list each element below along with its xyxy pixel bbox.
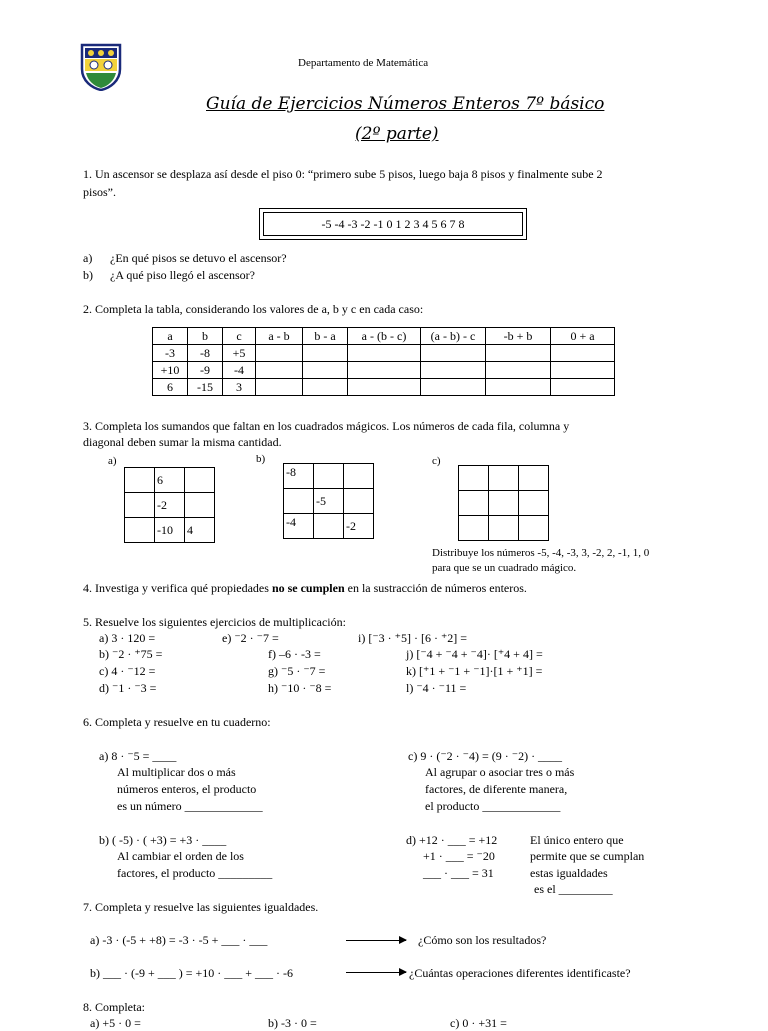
q6-a-line1: a) 8 · ⁻5 = ____ [99,749,177,763]
table-answer-cell[interactable] [256,345,303,362]
q5-item-k: k) [⁺1 + ⁻1 + ⁻1]·[1 + ⁺1] = [406,664,543,678]
grid-cell[interactable]: -2 [155,493,185,518]
q7-a-equation: a) -3 · (-5 + +8) = -3 · -5 + ___ · ___ [90,933,268,947]
grid-cell[interactable] [314,514,344,539]
table-cell: -3 [153,345,188,362]
q8-text: 8. Completa: [83,1000,145,1014]
table-header: a [153,328,188,345]
q6-a-line4: es un número _____________ [117,799,263,813]
table-header: c [223,328,256,345]
q4-text-post: en la sustracción de números enteros. [344,581,527,595]
table-answer-cell[interactable] [348,379,421,396]
grid-cell[interactable] [344,464,374,489]
table-row [153,379,615,396]
q5-item-a: a) 3 · 120 = [99,631,156,645]
grid-cell[interactable] [125,493,155,518]
table-row [153,345,615,362]
q6-b-line2: Al cambiar el orden de los [117,849,244,863]
q3-text-line2: diagonal deben sumar la misma cantidad. [83,435,282,449]
table-answer-cell[interactable] [303,362,348,379]
page-subtitle: (2º parte) [355,124,439,144]
table-answer-cell[interactable] [303,379,348,396]
q2-text: 2. Completa la tabla, considerando los valores de a, b y c en cada caso: [83,302,424,316]
q8-item-a: a) +5 · 0 = [90,1016,141,1030]
q6-d-line2: +1 · ___ = ⁻20 [423,849,495,863]
q6-b-line3: factores, el producto _________ [117,866,273,880]
q1-text-line1: 1. Un ascensor se desplaza así desde el piso 0: “primero sube 5 pisos, luego baja 8 pisos y finalmente sube 2 [83,167,603,181]
table-answer-cell[interactable] [348,362,421,379]
table-header: b - a [303,328,348,345]
grid-cell[interactable] [519,491,549,516]
table-cell: +10 [153,362,188,379]
table-cell: -15 [188,379,223,396]
page-title: Guía de Ejercicios Números Enteros 7º básico [206,94,605,114]
table-answer-cell[interactable] [421,345,486,362]
table-answer-cell[interactable] [303,345,348,362]
grid-cell[interactable] [459,491,489,516]
q1-text-line2: pisos”. [83,185,116,199]
grid-cell[interactable]: -8 [284,464,314,489]
q1-b-question: ¿A qué piso llegó el ascensor? [110,268,255,282]
table-answer-cell[interactable] [551,345,615,362]
q5-item-f: f) –6 · -3 = [268,647,321,661]
table-answer-cell[interactable] [551,379,615,396]
q4-text-bold: no se cumplen [271,581,345,595]
grid-cell[interactable] [314,464,344,489]
grid-cell[interactable]: -10 [155,518,185,543]
q5-item-c: c) 4 · ⁻12 = [99,664,156,678]
grid-cell[interactable] [125,468,155,493]
magic-square-c-note-line2: para que se un cuadrado mágico. [432,562,577,574]
q5-item-i: i) [⁻3 · ⁺5] · [6 · ⁺2] = [358,631,468,645]
q6-d-line3: ___ · ___ = 31 [423,866,494,880]
table-header: a - (b - c) [348,328,421,345]
q3-text-line1: 3. Completa los sumandos que faltan en los cuadrados mágicos. Los números de cada fila, columna y [83,419,570,433]
q6-c-line3: factores, de diferente manera, [425,782,568,796]
table-answer-cell[interactable] [421,362,486,379]
grid-cell[interactable]: 4 [185,518,215,543]
q5-text: 5. Resuelve los siguientes ejercicios de multiplicación: [83,615,346,629]
values-table [152,327,615,396]
q6-d-line1: d) +12 · ___ = +12 [406,833,498,847]
arrow-right-icon [346,972,406,973]
department-label: Departamento de Matemática [298,57,429,69]
table-header: -b + b [486,328,551,345]
q4-text [83,580,527,596]
q6-b-line1: b) ( -5) · ( +3) = +3 · ____ [99,833,227,847]
grid-cell[interactable] [489,466,519,491]
grid-cell[interactable] [344,489,374,514]
grid-cell[interactable] [459,466,489,491]
table-answer-cell[interactable] [486,379,551,396]
q6-d-note-line3: estas igualdades [530,866,608,880]
magic-square-c-note-line1: Distribuye los números -5, -4, -3, 3, -2, 2, -1, 1, 0 [432,547,650,559]
grid-cell[interactable] [519,466,549,491]
table-header: 0 + a [551,328,615,345]
q7-b-question: ¿Cuántas operaciones diferentes identificaste? [409,966,631,980]
q5-item-g: g) ⁻5 · ⁻7 = [268,664,326,678]
grid-cell[interactable] [519,516,549,541]
table-header-row [153,328,615,345]
table-answer-cell[interactable] [421,379,486,396]
q6-d-note-line4: es el _________ [534,882,613,896]
q8-item-b: b) -3 · 0 = [268,1016,317,1030]
q6-d-note-line1: El único entero que [530,833,624,847]
magic-square-b-label: b) [256,453,266,465]
magic-square-c-label: c) [432,455,441,467]
grid-cell[interactable]: 6 [155,468,185,493]
table-cell: 3 [223,379,256,396]
q5-item-e: e) ⁻2 · ⁻7 = [222,631,279,645]
grid-cell[interactable] [459,516,489,541]
table-answer-cell[interactable] [486,362,551,379]
grid-cell[interactable] [489,516,519,541]
grid-cell[interactable] [489,491,519,516]
table-cell: -4 [223,362,256,379]
q5-item-j: j) [⁻4 + ⁻4 + ⁻4]· [⁺4 + 4] = [406,647,543,661]
q6-c-line1: c) 9 · (⁻2 · ⁻4) = (9 · ⁻2) · ____ [408,749,563,763]
table-cell: -8 [188,345,223,362]
table-row [153,362,615,379]
magic-square-a-label: a) [108,455,117,467]
number-line: -5 -4 -3 -2 -1 0 1 2 3 4 5 6 7 8 [263,212,523,236]
q1-a-label: a) [83,251,93,265]
q7-text: 7. Completa y resuelve las siguientes igualdades. [83,900,319,914]
number-line-box [259,208,527,240]
magic-square-b [283,463,374,539]
table-header: (a - b) - c [421,328,486,345]
q6-d-note-line2: permite que se cumplan [530,849,645,863]
table-answer-cell[interactable] [348,345,421,362]
q8-item-c: c) 0 · +31 = [450,1016,507,1030]
table-cell: +5 [223,345,256,362]
q6-c-line2: Al agrupar o asociar tres o más [425,765,575,779]
q1-b-label: b) [83,268,93,282]
q6-a-line3: números enteros, el producto [117,782,257,796]
table-answer-cell[interactable] [486,345,551,362]
q5-item-b: b) ⁻2 · ⁺75 = [99,647,163,661]
grid-cell[interactable]: -4 [284,514,314,539]
table-answer-cell[interactable] [256,379,303,396]
q6-c-line4: el producto _____________ [425,799,561,813]
school-crest-logo [80,43,122,91]
q1-a-question: ¿En qué pisos se detuvo el ascensor? [110,251,287,265]
table-answer-cell[interactable] [256,362,303,379]
magic-square-a [124,467,215,543]
q5-item-h: h) ⁻10 · ⁻8 = [268,681,332,695]
grid-cell[interactable] [284,489,314,514]
q4-text-pre: 4. Investiga y verifica qué propiedades [83,581,272,595]
table-header: b [188,328,223,345]
magic-square-c [458,465,549,541]
q7-a-question: ¿Cómo son los resultados? [418,933,547,947]
table-cell: -9 [188,362,223,379]
table-answer-cell[interactable] [551,362,615,379]
grid-cell[interactable] [125,518,155,543]
q5-item-l: l) ⁻4 · ⁻11 = [406,681,467,695]
q7-b-equation: b) ___ · (-9 + ___ ) = +10 · ___ + ___ · -6 [90,966,294,980]
q6-text: 6. Completa y resuelve en tu cuaderno: [83,715,271,729]
arrow-right-icon [346,940,406,941]
grid-cell[interactable]: -2 [344,514,374,539]
table-header: a - b [256,328,303,345]
grid-cell[interactable]: -5 [314,489,344,514]
table-cell: 6 [153,379,188,396]
q6-a-line2: Al multiplicar dos o más [117,765,236,779]
grid-cell[interactable] [185,468,215,493]
grid-cell[interactable] [185,493,215,518]
q5-item-d: d) ⁻1 · ⁻3 = [99,681,157,695]
